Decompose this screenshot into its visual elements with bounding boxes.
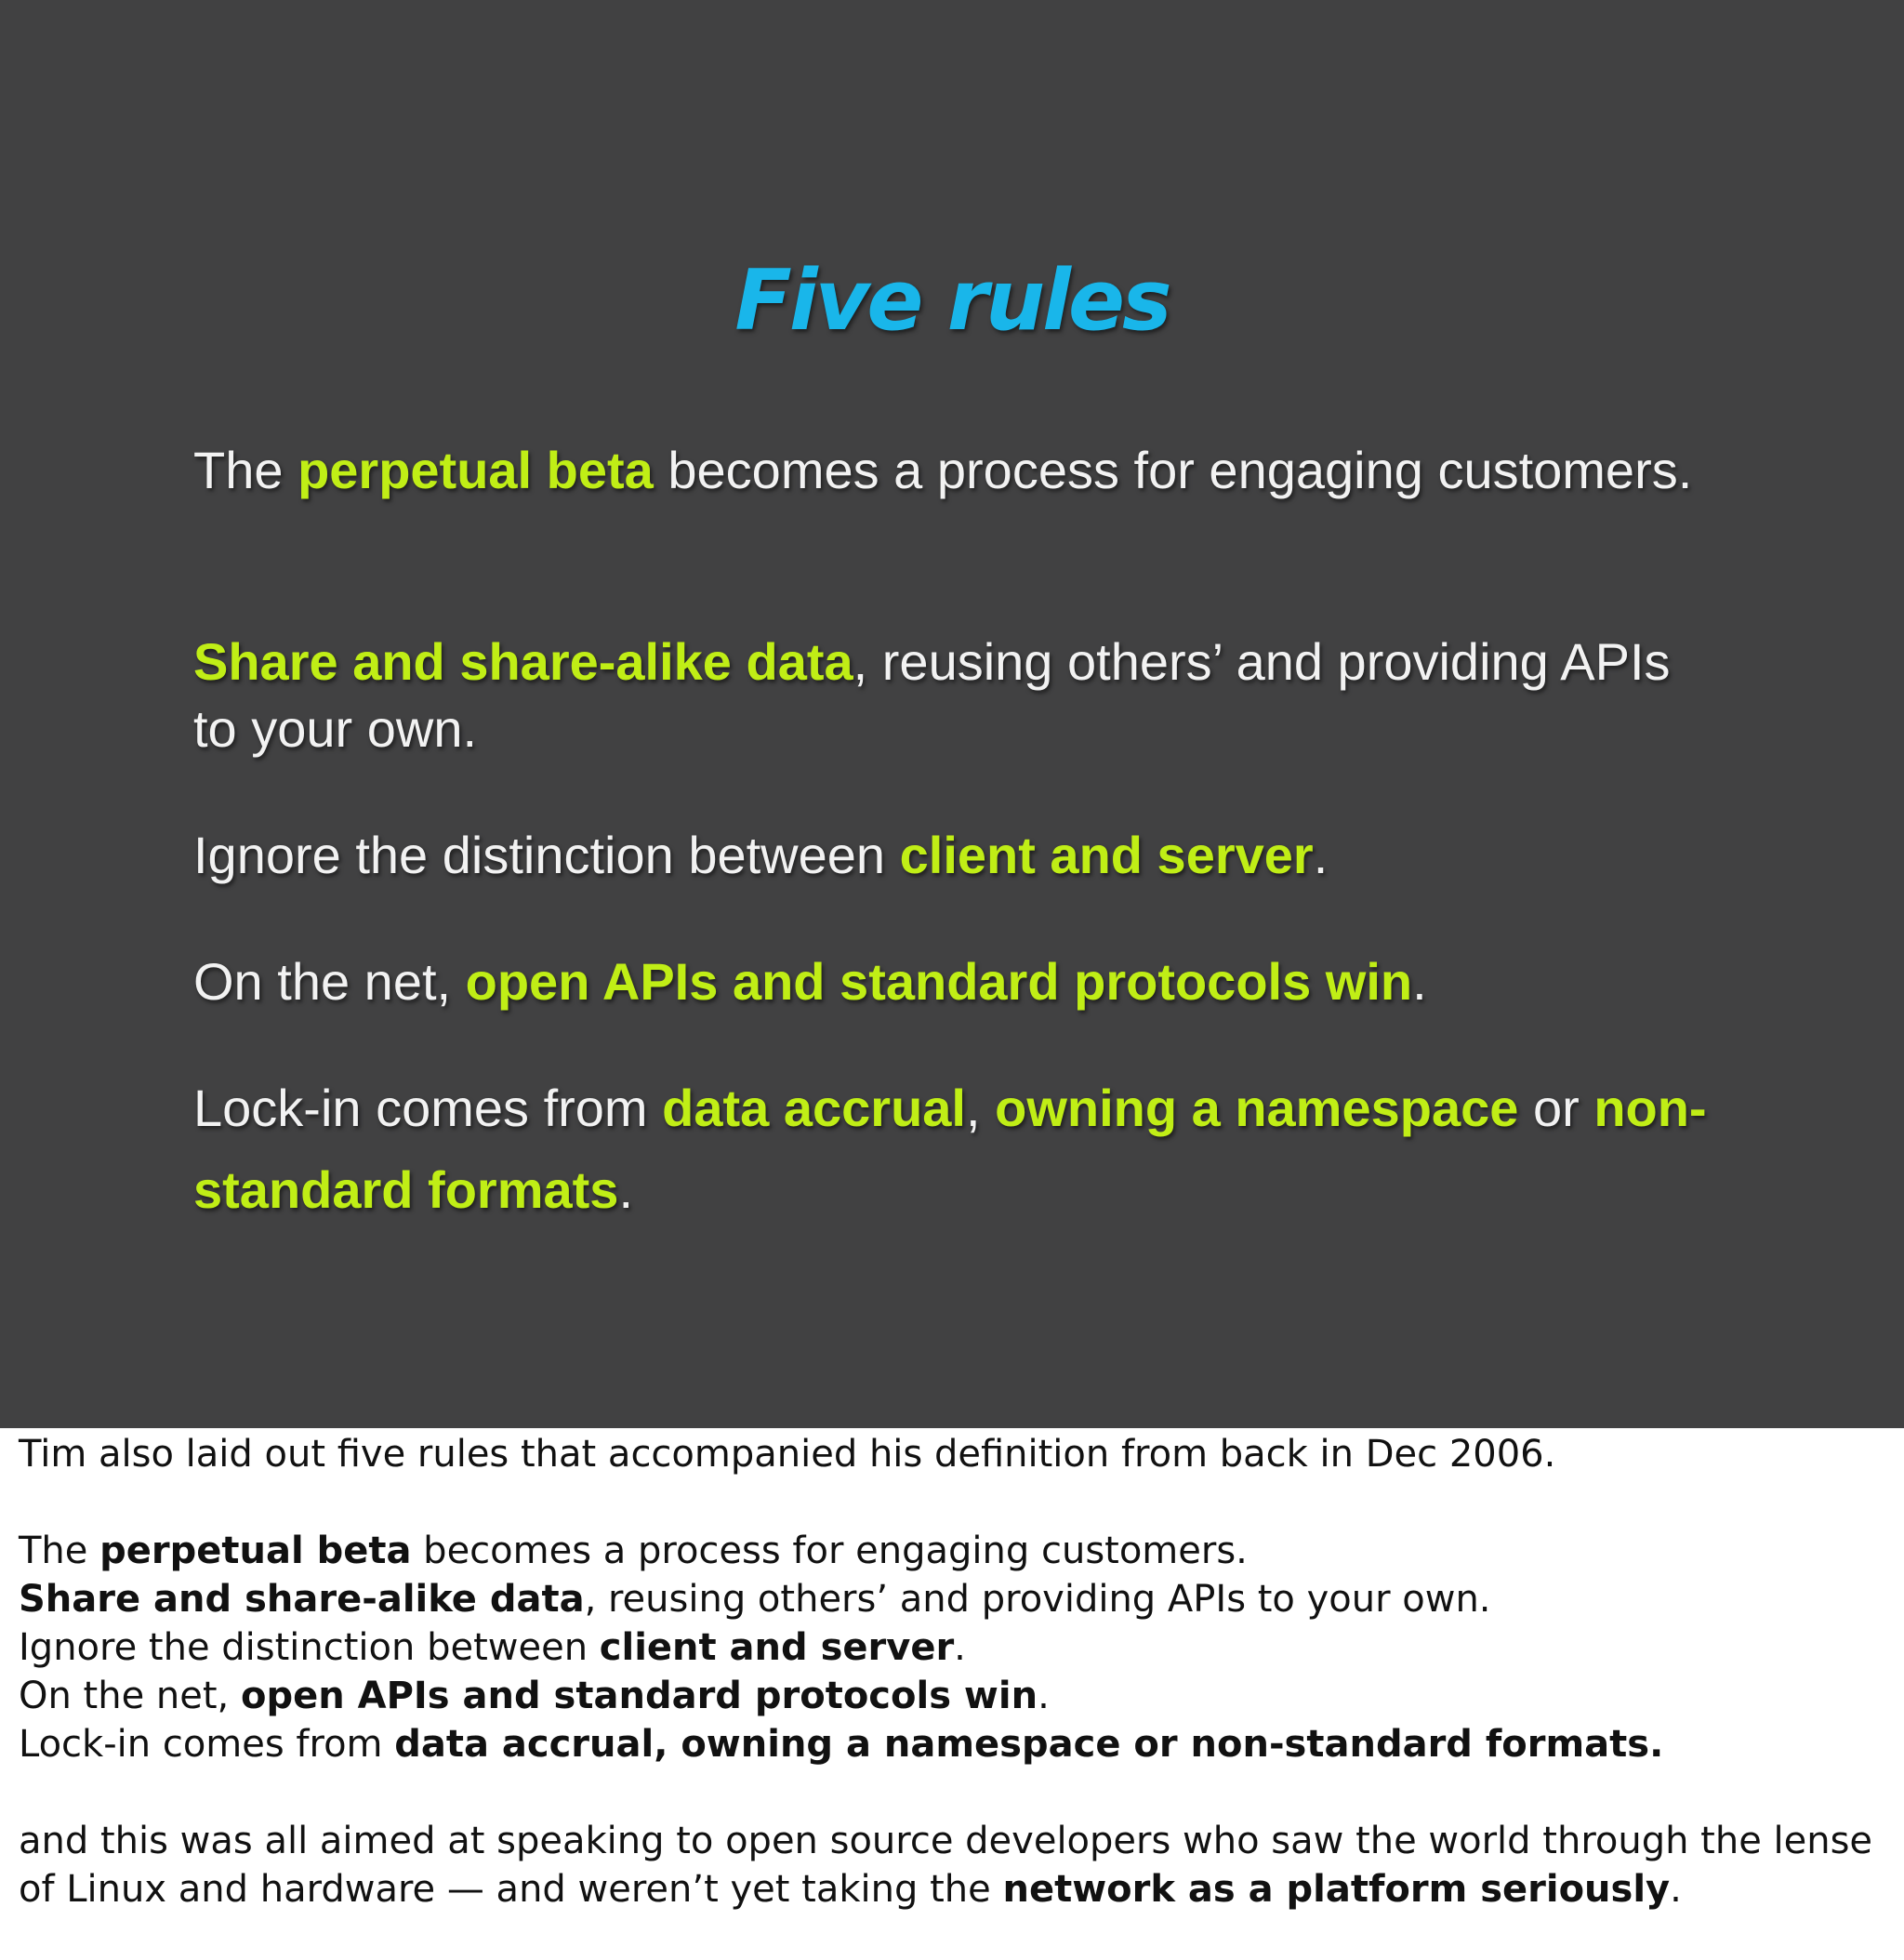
notes-spacer <box>19 1478 1887 1527</box>
rule-text: , <box>965 1079 996 1137</box>
rule-text: Lock-in comes from <box>193 1079 663 1137</box>
notes-text: Ignore the distinction between <box>19 1626 600 1669</box>
notes-rule-3 <box>19 1623 1887 1672</box>
notes-text: . <box>1038 1675 1050 1717</box>
rule-text: The <box>193 441 298 499</box>
rule-highlight: Share and share-alike data <box>193 632 853 691</box>
notes-bold: Share and share-alike data <box>19 1578 585 1621</box>
notes-spacer <box>19 1768 1887 1817</box>
notes-text: . <box>1670 1868 1682 1911</box>
notes-text: , reusing others’ and providing APIs to your own. <box>584 1578 1491 1621</box>
rule-text: Ignore the distinction between <box>193 826 900 884</box>
notes-text: and this was all aimed at speaking to open source developers who saw the world through the lense of Linux and hardware — and weren’t yet taking the <box>19 1820 1873 1911</box>
notes-rule-2 <box>19 1575 1887 1623</box>
notes-text: On the net, <box>19 1675 241 1717</box>
rule-text: . <box>1313 826 1329 884</box>
rule-text: becomes a process for engaging customers. <box>653 441 1693 499</box>
rule-highlight: open APIs and standard protocols win <box>465 952 1413 1011</box>
slide-rule-4 <box>193 948 1718 1015</box>
slide-rule-3 <box>193 822 1718 889</box>
notes-rule-4 <box>19 1672 1887 1720</box>
rule-text: On the net, <box>193 952 466 1011</box>
slide-title: Five rules <box>734 252 1170 350</box>
slide-rule-5 <box>193 1067 1718 1231</box>
notes-text: becomes a process for engaging customers. <box>411 1530 1248 1572</box>
notes-text: . <box>954 1626 966 1669</box>
slide-rule-2 <box>193 629 1718 762</box>
speaker-notes <box>19 1430 1887 1914</box>
rule-highlight: non-standard formats <box>193 1079 1707 1219</box>
rule-text: , reusing others’ and providing APIs to your own. <box>193 632 1671 758</box>
notes-bold: network as a platform seriously <box>1002 1868 1671 1911</box>
notes-text: Lock-in comes from <box>19 1723 395 1766</box>
rule-text: or <box>1518 1079 1594 1137</box>
notes-bold: open APIs and standard protocols win <box>240 1675 1038 1717</box>
notes-bold: data accrual, owning a namespace or non-standard formats. <box>394 1723 1664 1766</box>
notes-bold: client and server <box>599 1626 955 1669</box>
notes-closing <box>19 1817 1887 1914</box>
slide-rule-1 <box>193 437 1718 504</box>
rule-highlight: data accrual <box>662 1079 966 1137</box>
notes-rule-5 <box>19 1720 1887 1768</box>
rule-text: . <box>1412 952 1427 1011</box>
rule-text: . <box>618 1160 633 1219</box>
notes-bold: perpetual beta <box>99 1530 412 1572</box>
notes-intro: Tim also laid out five rules that accompanied his definition from back in Dec 2006. <box>19 1433 1556 1476</box>
rule-highlight: client and server <box>899 826 1314 884</box>
notes-text: The <box>19 1530 100 1572</box>
notes-rule-1 <box>19 1527 1887 1575</box>
rule-highlight: owning a namespace <box>995 1079 1519 1137</box>
rule-highlight: perpetual beta <box>298 441 654 499</box>
